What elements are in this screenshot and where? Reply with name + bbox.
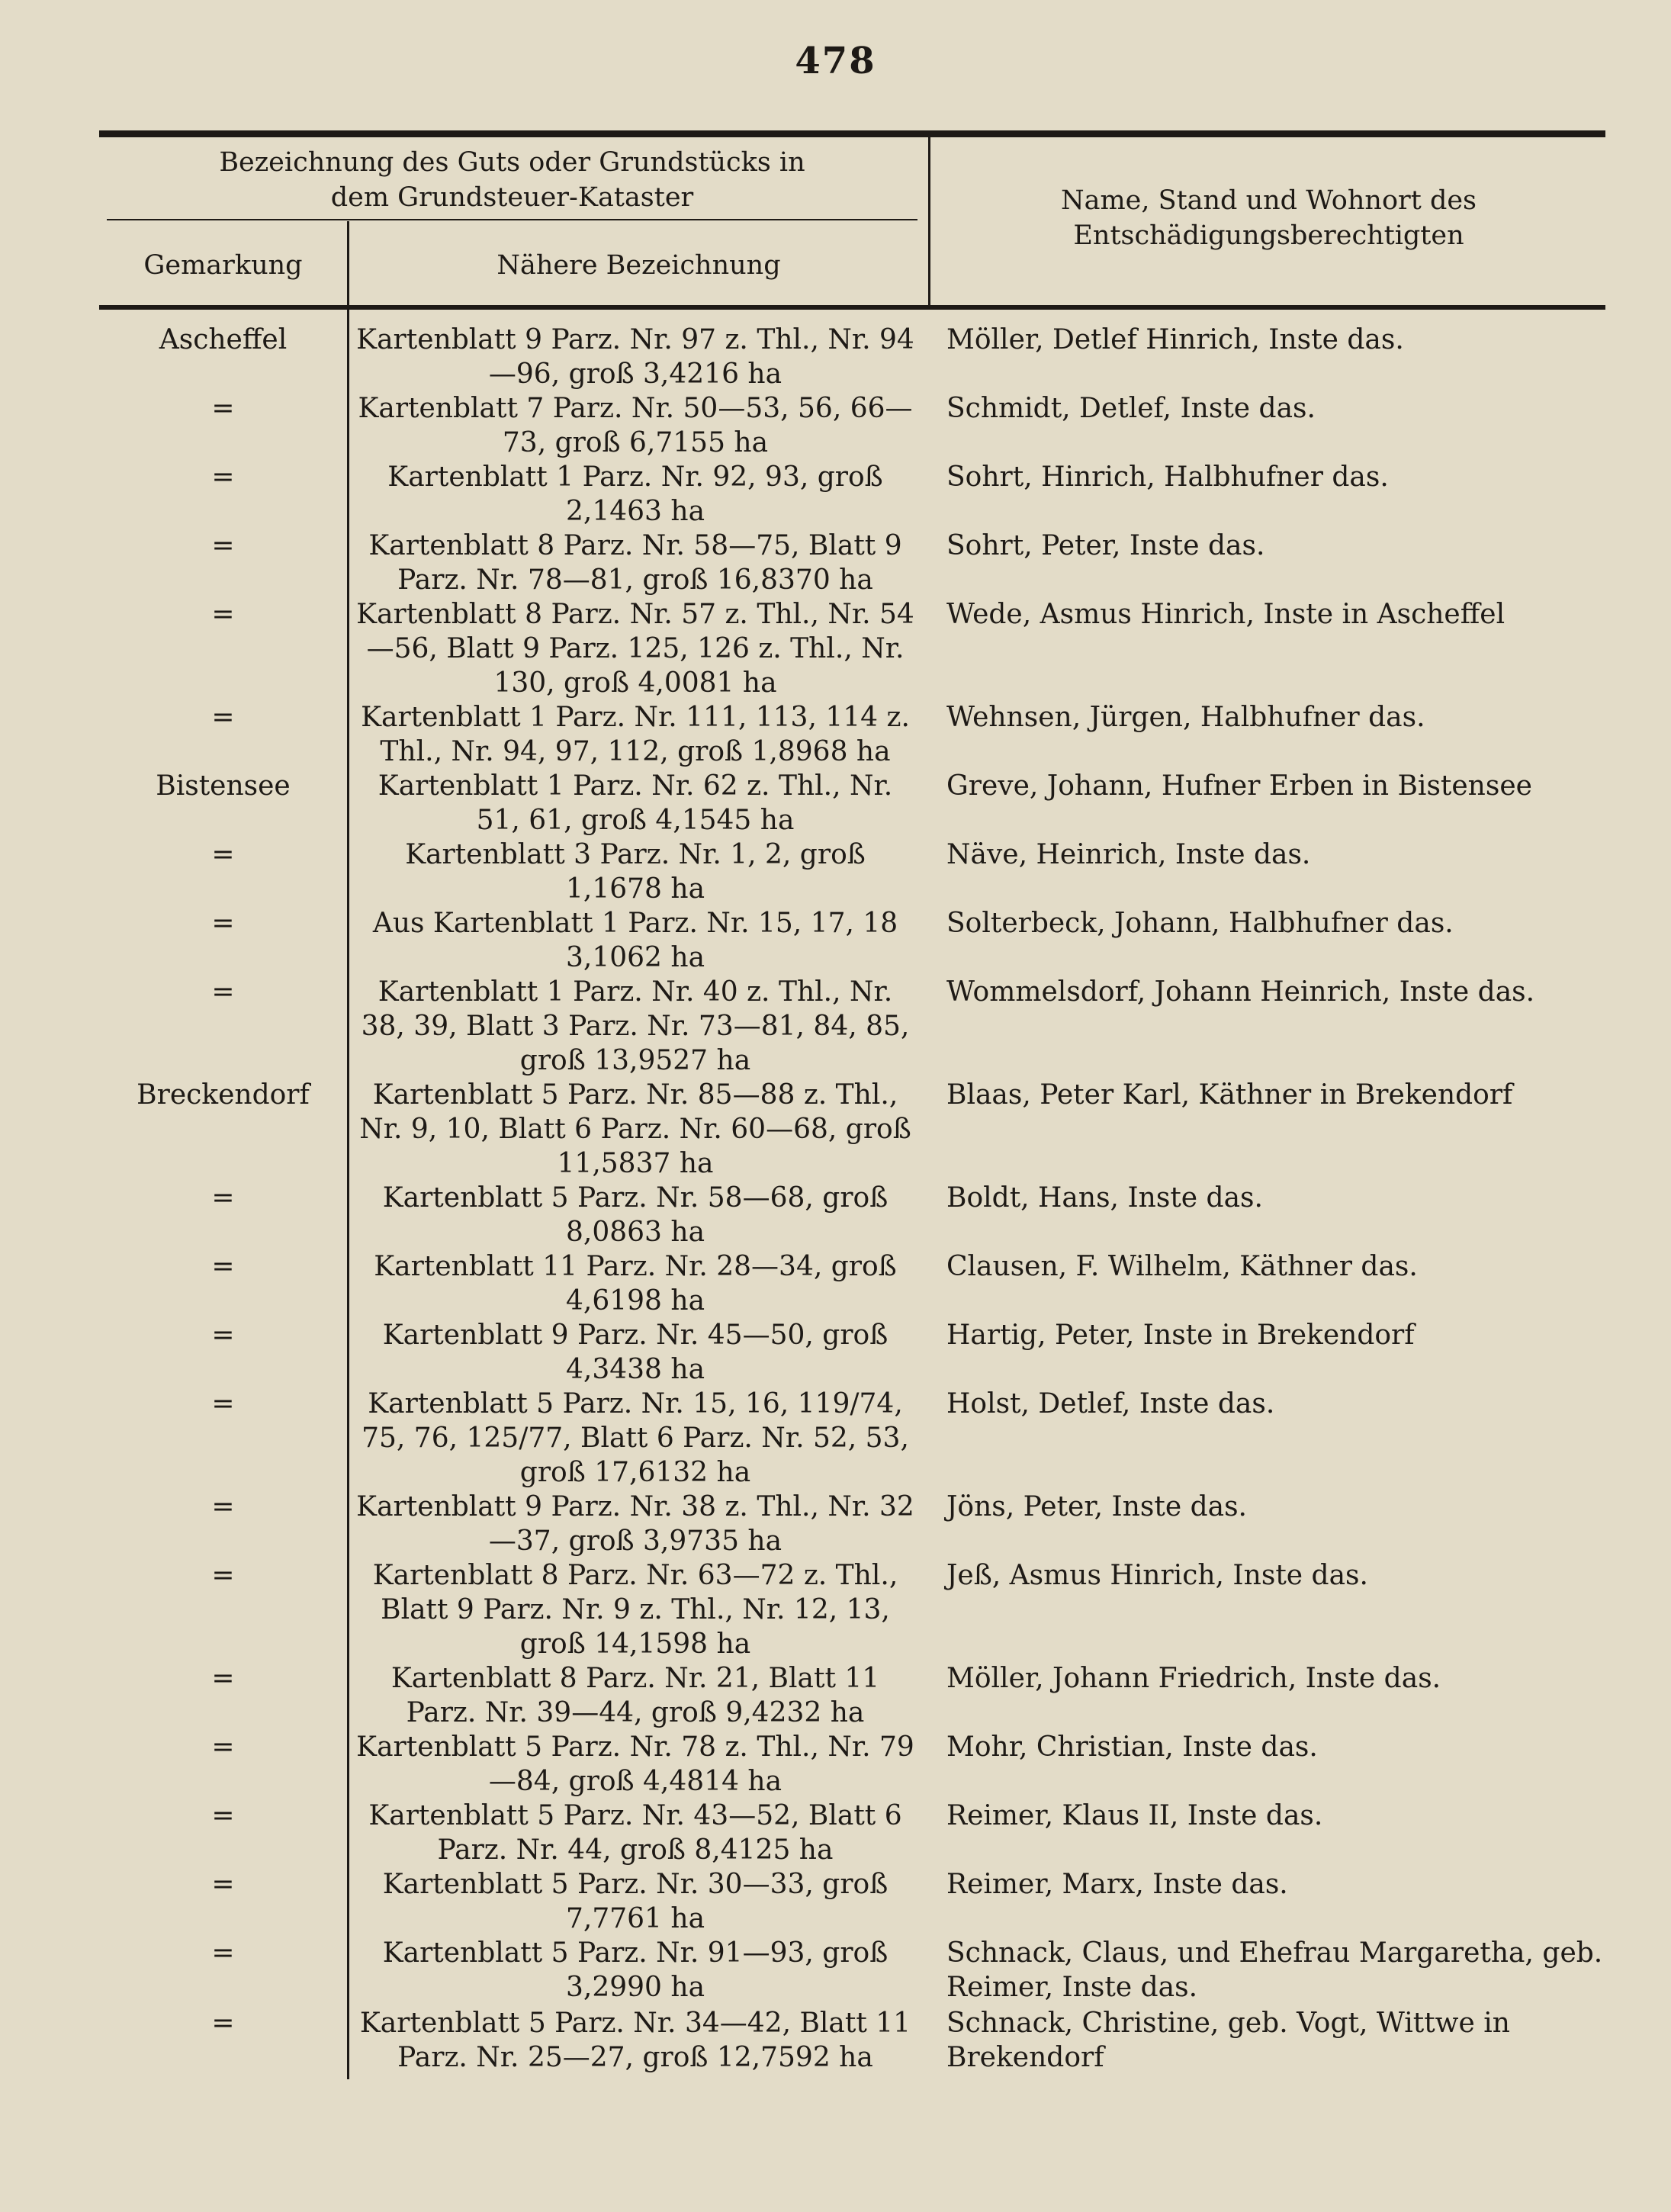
name-cell: Schnack, Christine, geb. Vogt, Wittwe in Brekendorf [946,2008,1510,2073]
top-rule [99,130,1605,137]
name-cell: Wehnsen, Jürgen, Halbhufner das. [946,702,1425,733]
name-cell: Greve, Johann, Hufner Erben in Bistensee [946,770,1532,802]
table-row [99,323,1612,391]
gemarkung-cell: = [211,1869,235,1900]
table-row [99,769,1612,838]
gemarkung-cell: = [211,1560,235,1591]
name-cell: Wommelsdorf, Johann Heinrich, Inste das. [946,976,1535,1008]
table-row [99,838,1612,906]
gemarkung-cell: = [211,393,235,424]
gemarkung-cell: = [211,839,235,870]
name-cell: Solterbeck, Johann, Halbhufner das. [946,908,1454,939]
gemarkung-cell: Breckendorf [137,1079,310,1111]
bezeichnung-cell: Kartenblatt 5 Parz. Nr. 91—93, groß 3,2990 ha [382,1937,889,2003]
page-number: 478 [795,40,876,82]
table-row [99,1490,1612,1558]
table-row [99,975,1612,1078]
table-row [99,1730,1612,1799]
gemarkung-cell: = [211,702,235,733]
name-cell: Blaas, Peter Karl, Käthner in Brekendorf [946,1079,1513,1111]
gemarkung-cell: Ascheffel [159,324,288,355]
table-row [99,597,1612,700]
bezeichnung-cell: Kartenblatt 5 Parz. Nr. 85—88 z. Thl., Nr. 9, 10, Blatt 6 Parz. Nr. 60—68, groß 11,5837 ha [359,1079,911,1179]
bezeichnung-cell: Kartenblatt 8 Parz. Nr. 21, Blatt 11 Parz. Nr. 39—44, groß 9,4232 ha [390,1663,880,1728]
bezeichnung-cell: Kartenblatt 5 Parz. Nr. 15, 16, 119/74, 75, 76, 125/77, Blatt 6 Parz. Nr. 52, 53, groß 17,6132 ha [362,1388,909,1488]
group-header-underline [107,219,917,220]
gemarkung-cell: Bistensee [156,770,291,802]
gemarkung-cell: = [211,530,235,561]
gemarkung-cell: = [211,1251,235,1282]
table-row [99,391,1612,460]
table-row [99,1799,1612,1867]
name-cell: Reimer, Klaus II, Inste das. [946,1800,1323,1831]
bezeichnung-cell: Kartenblatt 8 Parz. Nr. 63—72 z. Thl., Blatt 9 Parz. Nr. 9 z. Thl., Nr. 12, 13, groß 14,1598 ha [372,1560,898,1660]
header-group-line-1: Bezeichnung des Guts oder Grundstücks in [219,147,805,178]
table-row [99,2006,1612,2076]
bezeichnung-cell: Kartenblatt 5 Parz. Nr. 30—33, groß 7,7761 ha [382,1869,889,1934]
header-name-line-2: Entschädigungsberechtigten [1073,220,1464,251]
table-row [99,1867,1612,1936]
name-cell: Möller, Detlef Hinrich, Inste das. [946,324,1404,355]
gemarkung-cell: = [211,1182,235,1214]
name-cell: Clausen, F. Wilhelm, Käthner das. [946,1251,1418,1282]
table-row [99,1936,1612,2006]
name-cell: Möller, Johann Friedrich, Inste das. [946,1663,1441,1694]
column-divider-header-right [928,137,930,305]
bezeichnung-cell: Kartenblatt 3 Parz. Nr. 1, 2, groß 1,1678 ha [405,839,866,905]
gemarkung-cell: = [211,1663,235,1694]
bezeichnung-cell: Kartenblatt 8 Parz. Nr. 58—75, Blatt 9 Parz. Nr. 78—81, groß 16,8370 ha [368,530,902,596]
gemarkung-cell: = [211,2008,235,2039]
name-cell: Reimer, Marx, Inste das. [946,1869,1288,1900]
header-group-line-2: dem Grundsteuer-Kataster [330,182,694,213]
gemarkung-cell: = [211,461,235,493]
table-row [99,1558,1612,1661]
gemarkung-cell: = [211,908,235,939]
bezeichnung-cell: Kartenblatt 1 Parz. Nr. 92, 93, groß 2,1463 ha [387,461,883,527]
table-row [99,1249,1612,1318]
name-cell: Schnack, Claus, und Ehefrau Margaretha, geb. Reimer, Inste das. [946,1937,1603,2003]
bezeichnung-cell: Kartenblatt 5 Parz. Nr. 58—68, groß 8,0863 ha [382,1182,889,1248]
bezeichnung-cell: Kartenblatt 5 Parz. Nr. 78 z. Thl., Nr. 79—84, groß 4,4814 ha [356,1731,914,1797]
name-cell: Holst, Detlef, Inste das. [946,1388,1275,1419]
name-cell: Hartig, Peter, Inste in Brekendorf [946,1320,1415,1351]
bezeichnung-cell: Kartenblatt 9 Parz. Nr. 45—50, groß 4,3438 ha [382,1320,889,1385]
gemarkung-cell: = [211,1800,235,1831]
bezeichnung-cell: Kartenblatt 8 Parz. Nr. 57 z. Thl., Nr. 54—56, Blatt 9 Parz. 125, 126 z. Thl., Nr. 130, groß 4,0081 ha [356,599,914,699]
bezeichnung-cell: Kartenblatt 5 Parz. Nr. 34—42, Blatt 11 Parz. Nr. 25—27, groß 12,7592 ha [359,2008,911,2073]
table-row [99,1387,1612,1490]
bezeichnung-cell: Kartenblatt 5 Parz. Nr. 43—52, Blatt 6 Parz. Nr. 44, groß 8,4125 ha [368,1800,902,1866]
header-naehere-bezeichnung: Nähere Bezeichnung [496,250,781,281]
table-row [99,1181,1612,1249]
gemarkung-cell: = [211,1491,235,1522]
table-row [99,529,1612,597]
bezeichnung-cell: Kartenblatt 1 Parz. Nr. 62 z. Thl., Nr. 51, 61, groß 4,1545 ha [378,770,893,836]
bezeichnung-cell: Kartenblatt 9 Parz. Nr. 38 z. Thl., Nr. 32—37, groß 3,9735 ha [356,1491,914,1557]
header-name-stand-wohnort [932,183,1605,253]
bezeichnung-cell: Aus Kartenblatt 1 Parz. Nr. 15, 17, 18 3,1062 ha [372,908,898,973]
gemarkung-cell: = [211,1388,235,1419]
name-cell: Boldt, Hans, Inste das. [946,1182,1263,1214]
gemarkung-cell: = [211,1731,235,1763]
gemarkung-cell: = [211,1937,235,1969]
name-cell: Sohrt, Peter, Inste das. [946,530,1265,561]
gemarkung-cell: = [211,599,235,630]
table-row [99,460,1612,529]
gemarkung-cell: = [211,976,235,1008]
bezeichnung-cell: Kartenblatt 7 Parz. Nr. 50—53, 56, 66—73, groß 6,7155 ha [358,393,913,458]
table-row [99,700,1612,769]
header-gemarkung: Gemarkung [143,250,303,281]
bezeichnung-cell: Kartenblatt 11 Parz. Nr. 28—34, groß 4,6198 ha [374,1251,897,1317]
bezeichnung-cell: Kartenblatt 1 Parz. Nr. 111, 113, 114 z. Thl., Nr. 94, 97, 112, groß 1,8968 ha [361,702,910,767]
name-cell: Jeß, Asmus Hinrich, Inste das. [946,1560,1368,1591]
table-row [99,1078,1612,1181]
compensation-table [99,323,1612,2076]
table-row [99,906,1612,975]
header-bottom-rule [99,305,1605,310]
header-name-line-1: Name, Stand und Wohnort des [1060,185,1477,216]
table-row [99,1661,1612,1730]
column-divider-header-left [347,221,349,305]
header-group-label [107,145,917,215]
table-row [99,1318,1612,1387]
bezeichnung-cell: Kartenblatt 1 Parz. Nr. 40 z. Thl., Nr. 38, 39, Blatt 3 Parz. Nr. 73—81, 84, 85, groß 13,9527 ha [361,976,910,1076]
name-cell: Schmidt, Detlef, Inste das. [946,393,1316,424]
name-cell: Näve, Heinrich, Inste das. [946,839,1311,870]
name-cell: Wede, Asmus Hinrich, Inste in Ascheffel [946,599,1506,630]
name-cell: Sohrt, Hinrich, Halbhufner das. [946,461,1389,493]
name-cell: Mohr, Christian, Inste das. [946,1731,1318,1763]
gemarkung-cell: = [211,1320,235,1351]
bezeichnung-cell: Kartenblatt 9 Parz. Nr. 97 z. Thl., Nr. 94—96, groß 3,4216 ha [356,324,914,390]
name-cell: Jöns, Peter, Inste das. [946,1491,1247,1522]
